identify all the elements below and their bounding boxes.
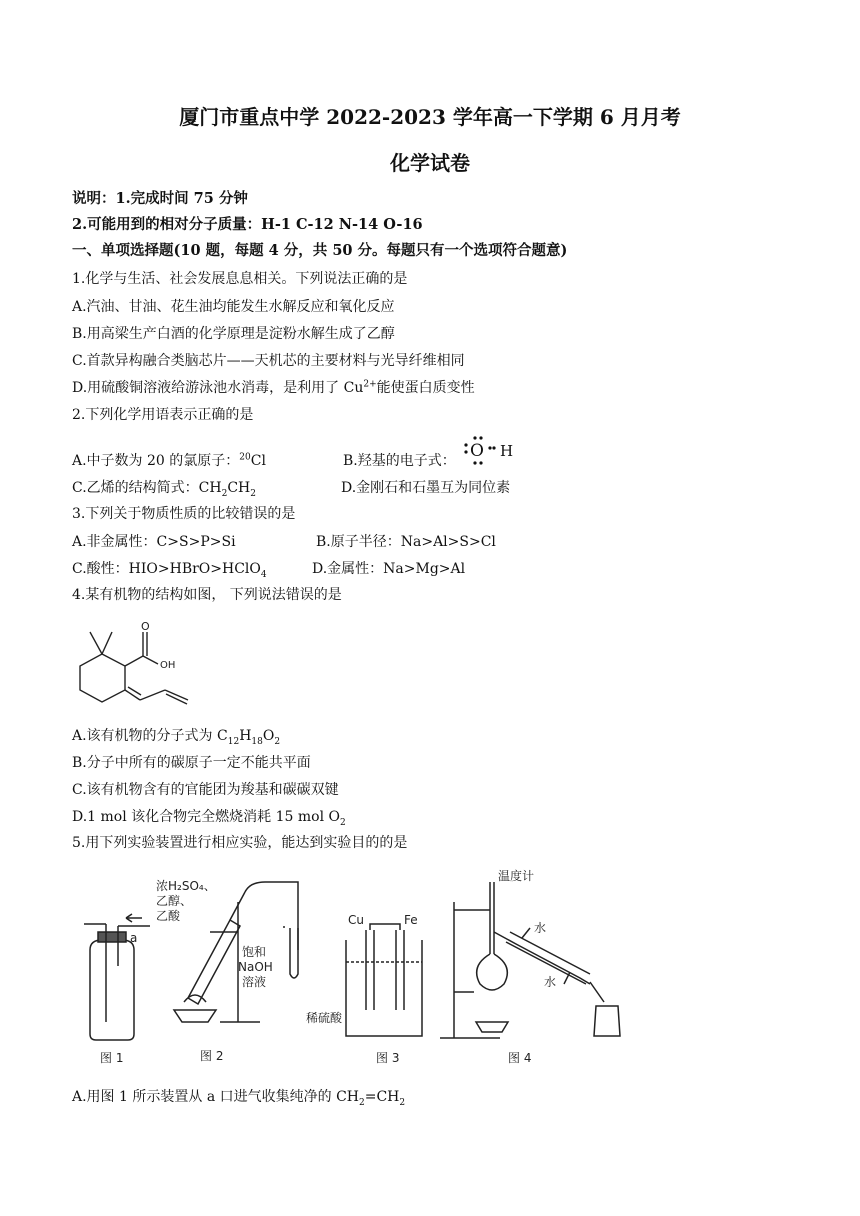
fig4-water-out: 水 [534, 921, 547, 935]
q3-stem: 3.下列关于物质性质的比较错误的是 [72, 506, 296, 522]
fig2-reagent-line3: 乙酸 [156, 909, 181, 923]
q4-a-o: O [262, 728, 275, 744]
q2-option-d: D.金刚石和石墨互为同位素 [341, 480, 511, 496]
q3-option-d: D.金属性：Na>Mg>Al [312, 561, 466, 577]
q1-d-charge: 2+ [363, 379, 377, 390]
q4-a-sub2: 18 [251, 736, 263, 747]
q2-stem: 2.下列化学用语表示正确的是 [72, 407, 254, 423]
q2-option-c [72, 479, 256, 497]
q5-a-sub2: 2 [399, 1097, 406, 1108]
q4-option-c: C.该有机物含有的官能团为羧基和碳碳双键 [72, 782, 339, 798]
q5-a-sub1: 2 [359, 1097, 365, 1108]
q2-c-text: C.乙烯的结构简式：CH [72, 480, 222, 496]
q1-option-c: C.首款异构融合类脑芯片——天机芯的主要材料与光导纤维相同 [72, 353, 465, 369]
fig2-label: 图 2 [200, 1049, 224, 1063]
q3-c-text: C.酸性：HIO>HBrO>HClO [72, 561, 261, 577]
fig2-reagent-line2: 乙醇、 [156, 894, 193, 908]
q1-d-text-end: 能使蛋白质变性 [376, 380, 475, 396]
hydroxyl-electron-formula [464, 432, 524, 468]
q5-a-mid: =CH [364, 1089, 400, 1105]
page-subtitle: 化学试卷 [390, 151, 470, 175]
q1-stem: 1.化学与生活、社会发展息息相关。下列说法正确的是 [72, 271, 408, 287]
q1-option-d [72, 379, 475, 397]
q4-a-sub3: 2 [274, 736, 281, 747]
fig4-thermometer: 温度计 [498, 869, 535, 883]
fig2-saturated-line3: 溶液 [242, 975, 267, 989]
q2-a-text: A.中子数为 20 的氯原子： [72, 453, 240, 469]
q2-a-mass-number: 20 [239, 452, 251, 463]
q2-c-sub2: 2 [250, 488, 256, 499]
fig4-water-in: 水 [544, 975, 557, 989]
fig3-label: 图 3 [376, 1051, 400, 1065]
q5-a-text: A.用图 1 所示装置从 a 口进气收集纯净的 CH [72, 1089, 359, 1105]
fig2-reagent-line1: 浓H₂SO₄、 [156, 879, 216, 893]
fig2-ester-apparatus [174, 882, 298, 1022]
q2-a-symbol: Cl [250, 453, 266, 469]
organic-structure-diagram [70, 618, 210, 708]
q2-option-b: B.羟基的电子式： [343, 453, 456, 469]
fig1-gas-bottle [84, 914, 150, 1040]
fig3-cu-electrode: Cu [348, 913, 364, 927]
q2-c-mid: CH [227, 480, 251, 496]
q4-stem: 4.某有机物的结构如图， 下列说法错误的是 [72, 587, 342, 603]
hydroxyl-h: H [500, 442, 514, 460]
q4-a-h: H [239, 728, 252, 744]
fig2-saturated-line2: NaOH [238, 960, 273, 974]
structure-oh-label: OH [160, 660, 176, 671]
q4-d-text: D.1 mol 该化合物完全燃烧消耗 15 mol O [72, 809, 340, 825]
q5-stem: 5.用下列实验装置进行相应实验，能达到实验目的的是 [72, 835, 408, 851]
structure-o-label: O [141, 620, 150, 633]
q4-option-a [72, 727, 280, 745]
q1-option-a: A.汽油、甘油、花生油均能发生水解反应和氧化反应 [72, 299, 395, 315]
experiment-apparatus-figures [70, 862, 630, 1074]
fig2-saturated-line1: 饱和 [242, 945, 267, 959]
q3-option-b: B.原子半径：Na>Al>S>Cl [316, 534, 496, 550]
q4-a-sub1: 12 [227, 736, 240, 747]
fig1-label: 图 1 [100, 1051, 124, 1065]
fig3-galvanic-cell [346, 924, 422, 1036]
q4-a-text: A.该有机物的分子式为 C [72, 728, 228, 744]
section-heading: 一、单项选择题(10 题，每题 4 分，共 50 分。每题只有一个选项符合题意) [72, 242, 568, 259]
q4-d-sub: 2 [340, 817, 346, 828]
q3-option-a: A.非金属性：C>S>P>Si [72, 534, 236, 550]
q4-option-d [72, 808, 346, 826]
page-title: 厦门市重点中学 2022-2023 学年高一下学期 6 月月考 [179, 105, 681, 129]
fig3-fe-electrode: Fe [404, 913, 418, 927]
q5-option-a [72, 1088, 405, 1106]
fig3-acid-label: 稀硫酸 [306, 1011, 343, 1025]
note-line-1: 说明：1.完成时间 75 分钟 [72, 190, 248, 207]
q2-c-sub1: 2 [221, 488, 228, 499]
fig4-label: 图 4 [508, 1051, 532, 1065]
fig4-distillation [440, 882, 620, 1038]
q4-option-b: B.分子中所有的碳原子一定不能共平面 [72, 755, 311, 771]
q2-option-a [72, 452, 266, 470]
q1-d-text: D.用硫酸铜溶液给游泳池水消毒，是利用了 Cu [72, 380, 364, 396]
q3-option-c [72, 560, 267, 578]
q3-c-sub: 4 [260, 569, 267, 580]
hydroxyl-o: O [470, 441, 484, 461]
fig1-port-a: a [130, 931, 138, 945]
q1-option-b: B.用高梁生产白酒的化学原理是淀粉水解生成了乙醇 [72, 326, 395, 342]
note-line-2: 2.可能用到的相对分子质量：H-1 C-12 N-14 O-16 [72, 216, 423, 233]
